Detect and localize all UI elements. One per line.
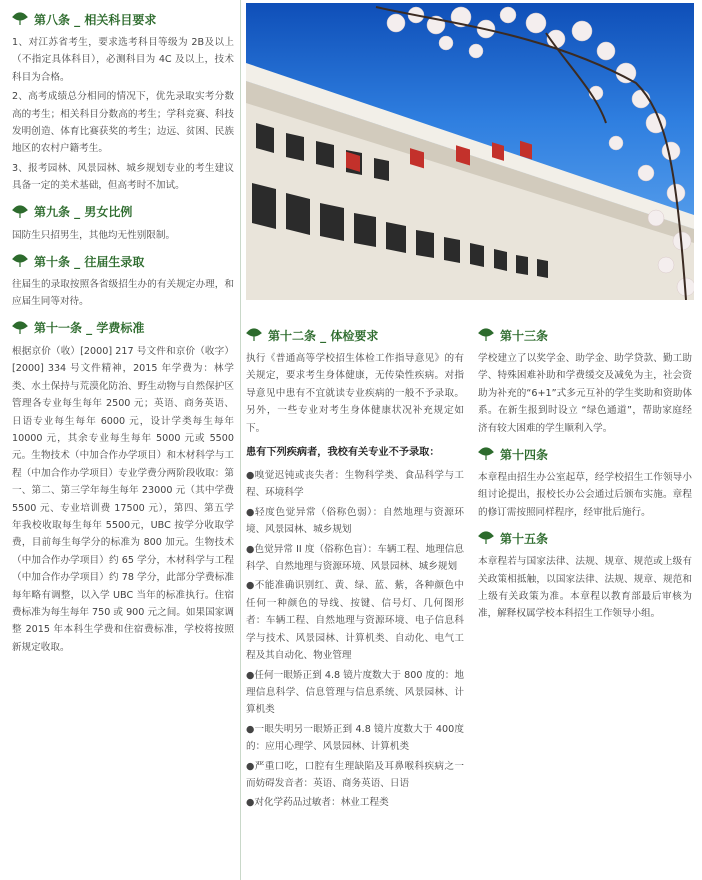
paragraph: 国防生只招男生，其他均无性别限制。 <box>12 229 176 241</box>
disease-list-heading: 患有下列疾病者，我校有关专业不予录取： <box>246 447 440 459</box>
section-article-15 <box>478 527 692 623</box>
paragraph: 3、报考园林、风景园林、城乡规划专业的考生建议具备一定的美术基础，但高考时不加试。 <box>12 162 234 192</box>
paragraph: 1、对江苏省考生，要求选考科目等级为 2B及以上（不指定具体科目），必测科目为 4C 及以上，技术科目为合格。 <box>12 37 234 83</box>
list-item: ●不能准确识别红、黄、绿、蓝、紫，各种颜色中任何一种颜色的导线、按键、信号灯、几何图形者：车辆工程、自然地理与资源环境、电子信息科学与技术、风景园林、计算机类、自动化、电气工程及其自动化、物业管理 <box>246 580 464 662</box>
ginkgo-leaf-icon <box>12 12 28 26</box>
list-item: ●对化学药品过敏者：林业工程类 <box>246 797 389 809</box>
campus-building-photo <box>246 3 694 300</box>
paragraph: 学校建立了以奖学金、助学金、助学贷款、勤工助学、特殊困难补助和学费缓交及减免为主，社会资助为补充的“6+1”式多元互补的学生奖助和资助体系。在新生报到时设立 “绿色通道”，帮助家庭经济有较大困难的学生顺利入学。 <box>478 353 692 434</box>
section-heading <box>478 527 692 549</box>
section-article-10 <box>12 250 234 311</box>
building-illustration <box>246 3 694 300</box>
middle-column <box>246 324 464 818</box>
paragraph: 执行《普通高等学校招生体检工作指导意见》的有关规定，要求考生身体健康，无传染性疾病。对指导意见中患有不宜就读专业疾病的一般不予录取。另外，一些专业对考生身体健康状况补充规定如下。 <box>246 353 464 434</box>
section-title: 第八条 _ 相关科目要求 <box>34 12 157 27</box>
ginkgo-leaf-icon <box>12 254 28 268</box>
list-item: ●嗅觉迟钝或丧失者：生物科学类、食品科学与工程、环境科学 <box>246 470 464 499</box>
section-heading <box>478 443 692 465</box>
list-item: ●任何一眼矫正到 4.8 镜片度数大于 800 度的：地理信息科学、信息管理与信息系统、风景园林、计算机类 <box>246 669 464 716</box>
section-article-8 <box>12 8 234 195</box>
section-article-11 <box>12 317 234 656</box>
list-item: ●轻度色觉异常（俗称色弱）：自然地理与资源环境、风景园林、城乡规划 <box>246 506 464 536</box>
ginkgo-leaf-icon <box>246 328 262 342</box>
right-column <box>478 324 692 629</box>
section-title: 第十三条 <box>500 328 549 343</box>
paragraph: 2、高考成绩总分相同的情况下，优先录取实考分数高的考生；相关科目分数高的考生；学科竞赛、科技发明创造、体育比赛获奖的考生；边远、贫困、民族地区的农村户籍考生。 <box>12 91 234 155</box>
section-title: 第十五条 <box>500 531 549 546</box>
list-item: ●一眼失明另一眼矫正到 4.8 镜片度数大于 400度的：应用心理学、风景园林、计算机类 <box>246 723 464 753</box>
paragraph: 往届生的录取按照各省级招生办的有关规定办理，和应届生同等对待。 <box>12 279 234 308</box>
ginkgo-leaf-icon <box>12 205 28 219</box>
section-article-13 <box>478 324 692 437</box>
ginkgo-leaf-icon <box>12 321 28 335</box>
section-article-9 <box>12 201 234 244</box>
section-article-14 <box>478 443 692 521</box>
section-title: 第九条 _ 男女比例 <box>34 205 133 220</box>
list-item: ●严重口吃，口腔有生理缺陷及耳鼻喉科疾病之一而妨碍发音者：英语、商务英语、日语 <box>246 760 464 789</box>
section-title: 第十一条 _ 学费标准 <box>34 321 145 336</box>
ginkgo-leaf-icon <box>478 447 494 461</box>
section-heading <box>12 201 234 223</box>
left-column <box>12 8 234 662</box>
ginkgo-leaf-icon <box>478 328 494 342</box>
section-heading <box>12 250 234 272</box>
section-heading <box>478 324 692 346</box>
list-item: ●色觉异常 II 度（俗称色盲）：车辆工程、地理信息科学、自然地理与资源环境、风景园林、城乡规划 <box>246 543 464 573</box>
section-title: 第十四条 <box>500 447 549 462</box>
section-article-12 <box>246 324 464 812</box>
section-heading <box>12 8 234 30</box>
paragraph: 本章程由招生办公室起草，经学校招生工作领导小组讨论提出，报校长办公会通过后颁布实施。章程的修订需按照同样程序，经审批后施行。 <box>478 472 692 518</box>
ginkgo-leaf-icon <box>478 531 494 545</box>
section-heading <box>246 324 464 346</box>
column-divider <box>240 0 241 880</box>
paragraph: 本章程若与国家法律、法规、规章、规范或上级有关政策相抵触，以国家法律、法规、规章、规范和上级有关政策为准。本章程以教育部最后审核为准，解释权属学校本科招生工作领导小组。 <box>478 556 692 620</box>
paragraph: 根据京价（收）[2000] 217 号文件和京价（收字）[2000] 334 号文件精神，2015 年学费为：林学类、水土保持与荒漠化防治、野生动物与自然保护区管理各专业每生每年 2500 元；英语、商务英语、日语专业每生每年 6000 元，设计学类每生每年 10000 元，其余专业每生每年 5000 元或 5500 元。生物技术（中加合作办学项目）和木材科学与工程（中加合作办学项目）专业学费分两阶段收取：第一、第二、第三学年每生每年 23000 元（其中学费 5500 元、专业培训费 17500 元），第四、第五学年我校收取每生每年 5500元，UBC 按学分收取学费，目前每生每学分的标准为 800 加元。生物技术（中加合作办学项目）约 65 学分，木材科学与工程（中加合作办学项目）约 78 学分，此部分学费标准每年略有调整，以入学 UBC 当年的标准执行。住宿费标准为每生每年 750 或 900 元之间。如果国家调整 2015 年本科生学费和住宿费标准，学校将按照新规定收取。 <box>12 345 234 653</box>
section-heading <box>12 317 234 339</box>
section-title: 第十条 _ 往届生录取 <box>34 254 145 269</box>
section-title: 第十二条 _ 体检要求 <box>268 328 379 343</box>
